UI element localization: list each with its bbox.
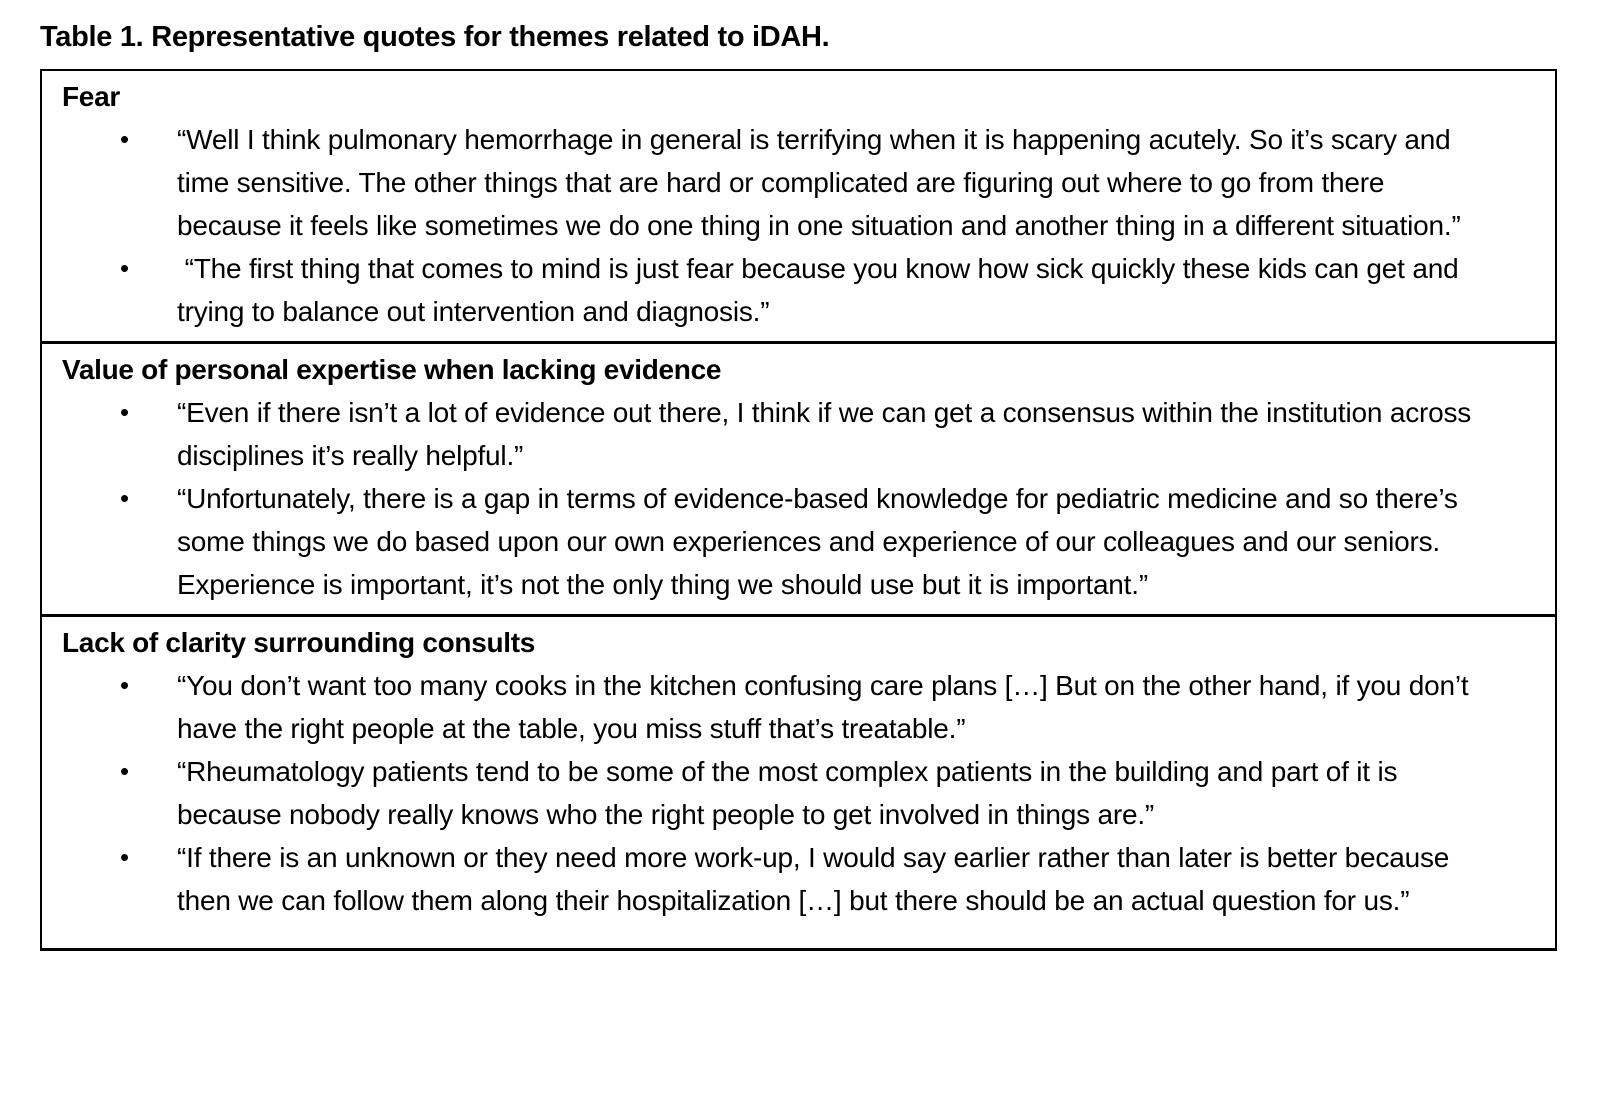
bullet-icon: • (120, 397, 130, 427)
bullet-icon: • (120, 842, 130, 872)
quote-item (62, 247, 1493, 333)
theme-section-fear (42, 71, 1555, 341)
theme-section-expertise (42, 341, 1555, 614)
quote-text: “Even if there isn’t a lot of evidence out there, I think if we can get a consensus within the institution across disciplines it’s really helpful.” (177, 397, 1479, 471)
quote-item (62, 391, 1493, 477)
bullet-icon: • (120, 670, 130, 700)
bullet-icon: • (120, 483, 130, 513)
bullet-icon: • (120, 124, 130, 154)
theme-heading: Value of personal expertise when lacking evidence (62, 354, 722, 385)
quote-text: “Well I think pulmonary hemorrhage in general is terrifying when it is happening acutely. So it’s scary and time sensitive. The other things that are hard or complicated are figuring out where to go from there because it feels like sometimes we do one thing in one situation and another thing in a different situation.” (177, 124, 1461, 241)
bullet-icon: • (120, 756, 130, 786)
theme-section-consults (42, 614, 1555, 948)
quote-text: “The first thing that comes to mind is just fear because you know how sick quickly these kids can get and trying to balance out intervention and diagnosis.” (177, 253, 1467, 327)
quote-text: “You don’t want too many cooks in the kitchen confusing care plans […] But on the other hand, if you don’t have the right people at the table, you miss stuff that’s treatable.” (177, 670, 1477, 744)
quote-item (62, 664, 1493, 750)
table-caption: Table 1. Representative quotes for themes related to iDAH. (40, 21, 830, 53)
quote-text: “Rheumatology patients tend to be some of the most complex patients in the building and part of it is because nobody really knows who the right people to get involved in things are.” (177, 756, 1405, 830)
quote-text: “If there is an unknown or they need more work-up, I would say earlier rather than later is better because then we can follow them along their hospitalization […] but there should be an actual question for us.” (177, 842, 1457, 916)
quote-item (62, 836, 1493, 922)
quotes-table (40, 69, 1557, 951)
quote-item (62, 118, 1493, 247)
quote-item (62, 750, 1493, 836)
quote-text: “Unfortunately, there is a gap in terms of evidence-based knowledge for pediatric medicine and so there’s some things we do based upon our own experiences and experience of our colleagues and our seniors. Experience is important, it’s not the only thing we should use but it is important.” (177, 483, 1466, 600)
theme-heading: Lack of clarity surrounding consults (62, 627, 536, 658)
bullet-icon: • (120, 253, 130, 283)
theme-heading: Fear (62, 81, 120, 112)
quote-item (62, 477, 1493, 606)
